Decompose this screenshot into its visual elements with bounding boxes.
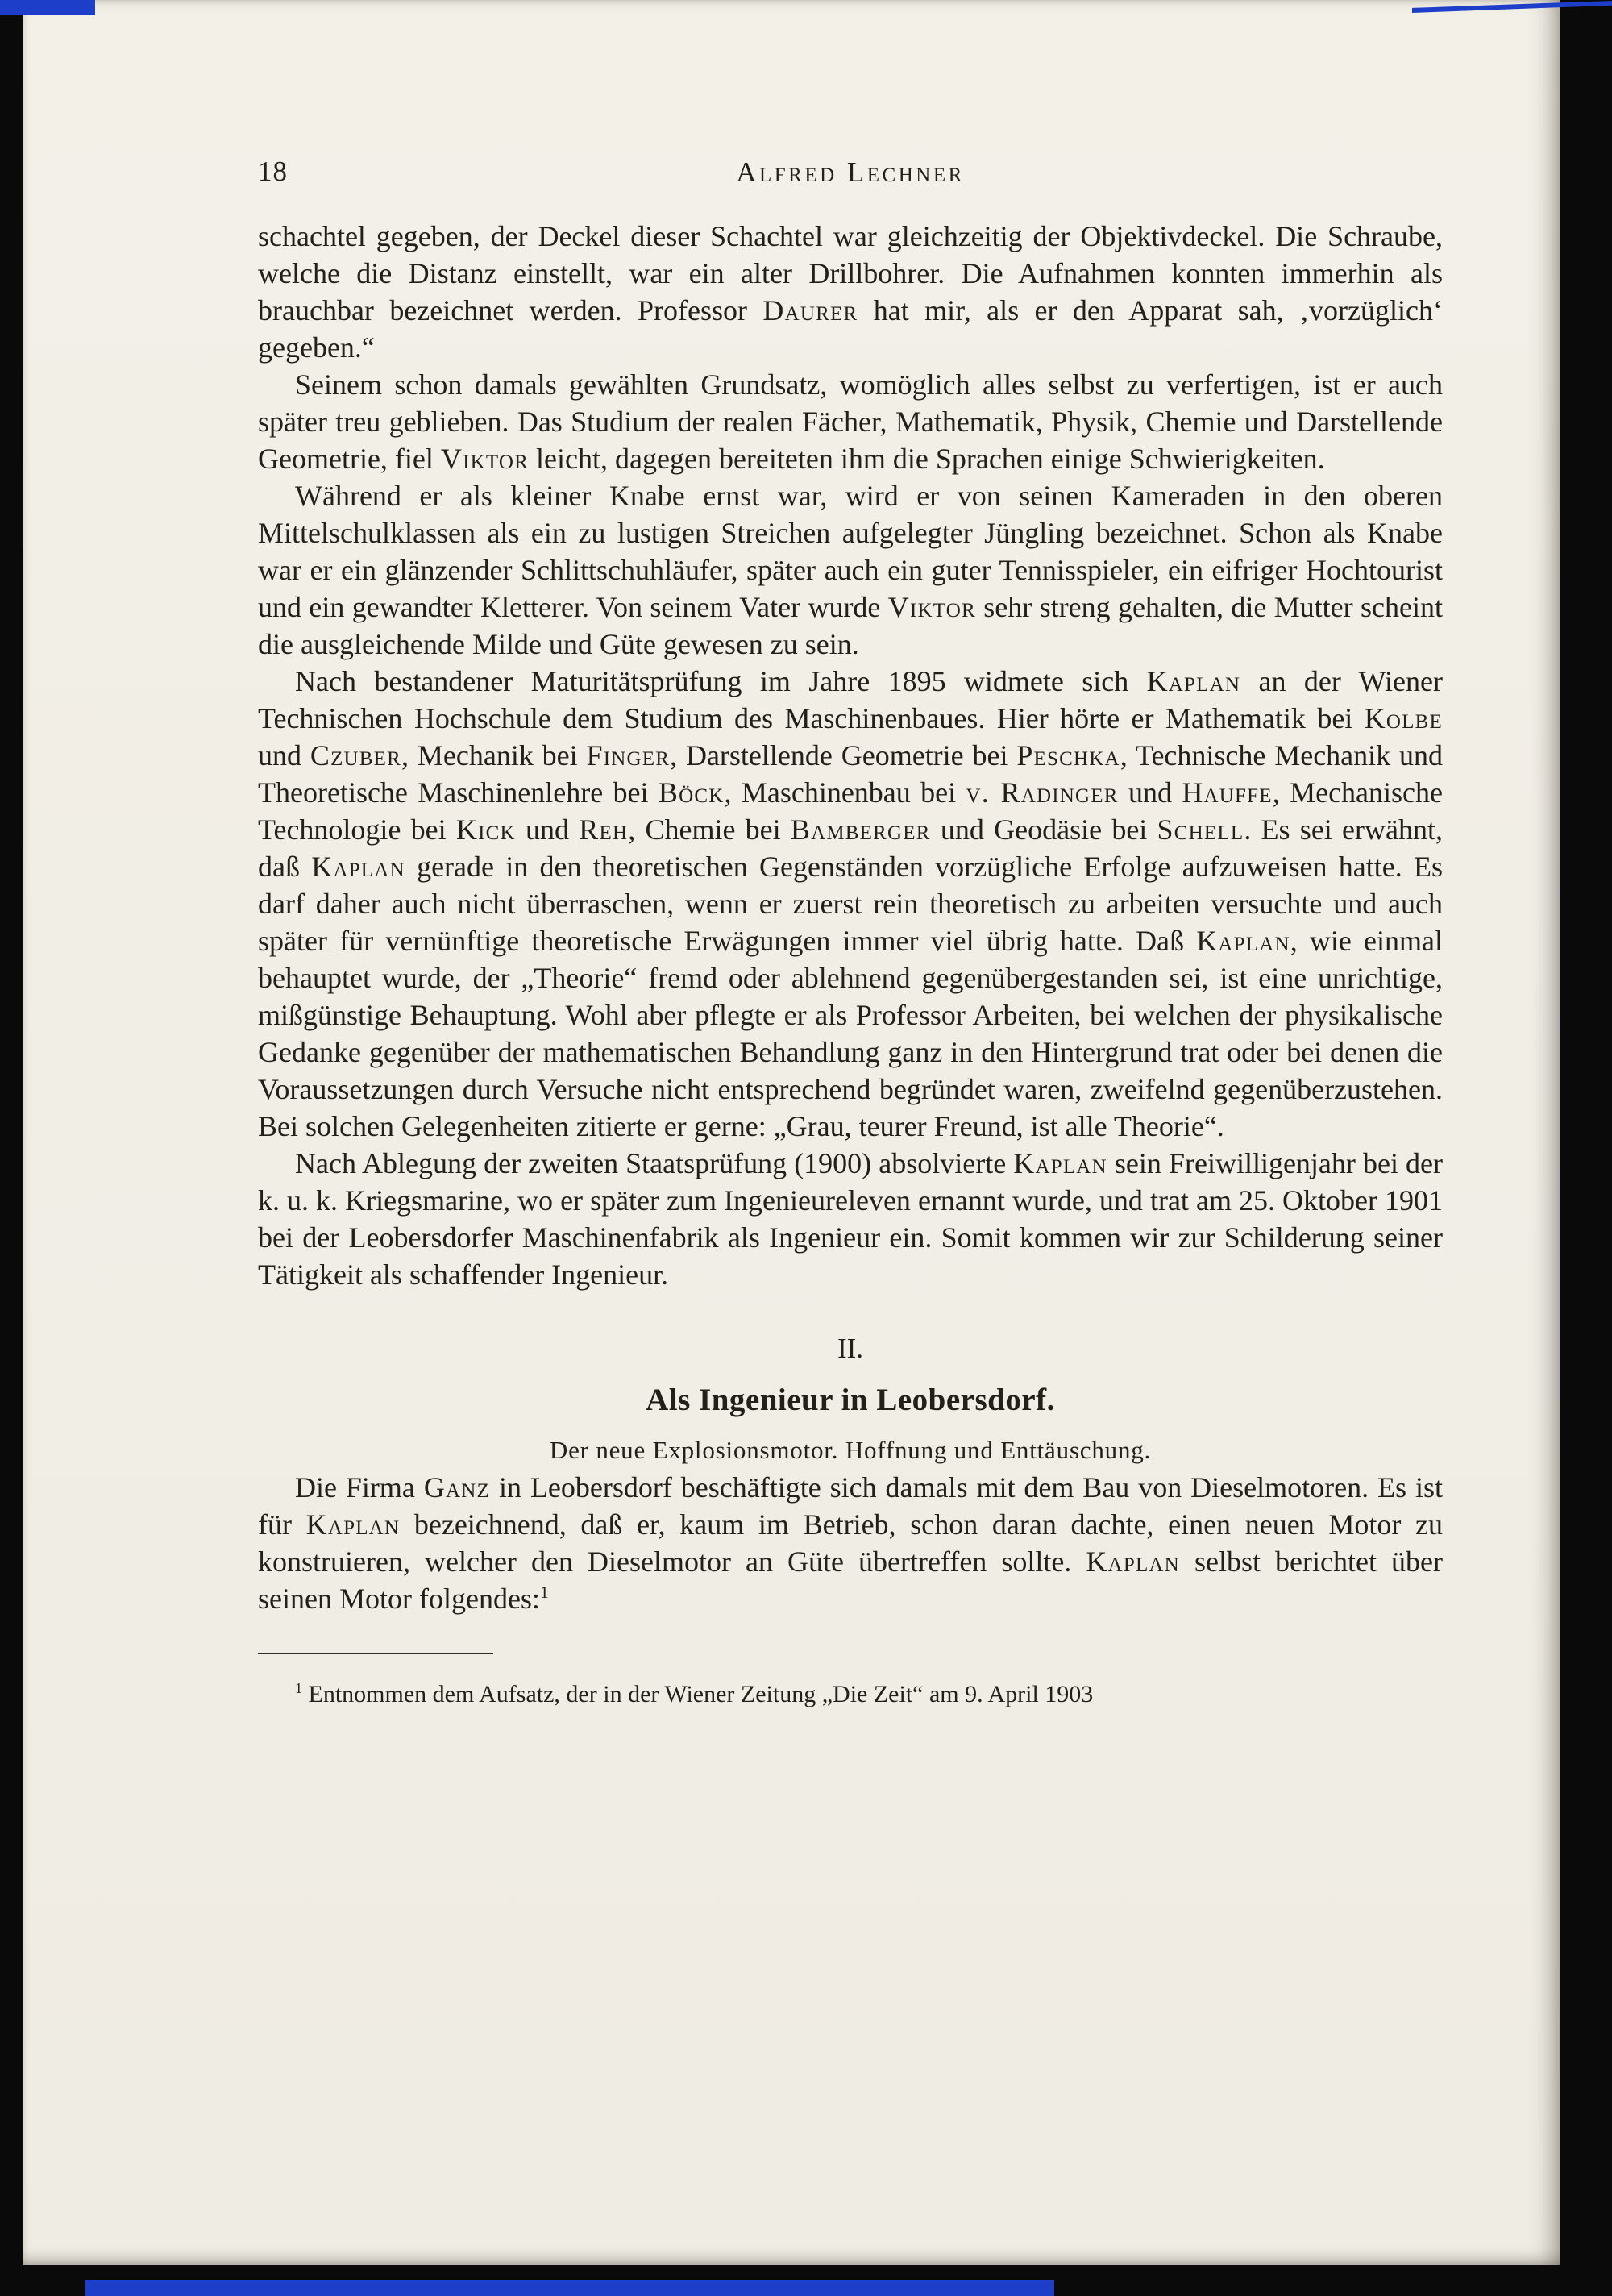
- book-page: [23, 0, 1560, 2265]
- footnote-rule: [258, 1653, 493, 1654]
- blue-scan-bar-top-left: [0, 0, 95, 15]
- section-subtitle: Der neue Explosionsmotor. Hoffnung und Enttäuschung.: [549, 1436, 1152, 1464]
- paragraph: Nach bestandener Maturitätsprüfung im Jahre 1895 widmete sich Kaplan an der Wiener Technischen Hochschule dem Studium des Maschinenbaues. Hier hörte er Mathematik bei Kolbe und Czuber, Mechanik bei Finger, Darstellende Geometrie bei Peschka, Technische Mechanik und Theoretische Maschinenlehre bei Böck, Maschinenbau bei v. Radinger und Hauffe, Mechanische Technologie bei Kick und Reh, Chemie bei Bamberger und Geodäsie bei Schell. Es sei erwähnt, daß Kaplan gerade in den theoretischen Gegenständen vorzügliche Erfolge aufzuweisen hatte. Es darf daher auch nicht überraschen, wenn er zuerst rein theoretisch zu arbeiten versuchte und auch später für vernünftige theoretische Erwägungen immer viel übrig hatte. Daß Kaplan, wie einmal behauptet wurde, der „Theorie“ fremd oder ablehnend gegenübergestanden sei, ist eine unrichtige, mißgünstige Behauptung. Wohl aber pflegte er als Professor Arbeiten, bei welchen der physikalische Gedanke gegenüber der mathematischen Behandlung ganz in den Hintergrund trat oder bei denen die Voraussetzungen durch Versuche nicht entsprechend begründet waren, zweifelnd gegenüberzustehen. Bei solchen Gelegenheiten zitierte er gerne: „Grau, teurer Freund, ist alle Theorie“.: [258, 665, 1444, 1142]
- footnote: [258, 1653, 1443, 1711]
- blue-scan-strip-bottom: [85, 2280, 1054, 2296]
- page-header: [258, 153, 1443, 190]
- paragraph: Seinem schon damals gewählten Grundsatz, womöglich alles selbst zu verfertigen, ist er auch später treu geblieben. Das Studium der realen Fächer, Mathematik, Physik, Chemie und Darstellende Geometrie, fiel Viktor leicht, dagegen bereiteten ihm die Sprachen einige Schwierigkeiten.: [258, 368, 1443, 475]
- section-title: Als Ingenieur in Leobersdorf.: [646, 1383, 1055, 1417]
- paragraph: schachtel gegeben, der Deckel dieser Schachtel war gleichzeitig der Objektivdeckel. Die Schraube, welche die Distanz einstellt, war ein alter Drillbohrer. Die Aufnahmen konnten immerhin als brauchbar bezeichnet werden. Professor Daurer hat mir, als er den Apparat sah, ‚vorzüglich‘ gegeben.“: [258, 220, 1443, 364]
- paragraph: Während er als kleiner Knabe ernst war, wird er von seinen Kameraden in den oberen Mittelschulklassen als ein zu lustigen Streichen aufgelegter Jüngling bezeichnet. Schon als Knabe war er ein glänzender Schlittschuhläufer, später auch ein guter Tennisspieler, ein eifriger Hochtourist und ein gewandter Kletterer. Von seinem Vater wurde Viktor sehr streng gehalten, die Mutter scheint die ausgleichende Milde und Güte gewesen zu sein.: [258, 480, 1443, 660]
- paragraph: Die Firma Ganz in Leobersdorf beschäftigte sich damals mit dem Bau von Dieselmotoren. Es ist für Kaplan bezeichnend, daß er, kaum im Betrieb, schon daran dachte, einen neuen Motor zu konstruieren, welcher den Dieselmotor an Güte übertreffen sollte. Kaplan selbst berichtet über seinen Motor folgendes:$^1$: [258, 1471, 1444, 1615]
- page-number: 18: [258, 156, 288, 187]
- paragraph: Nach Ablegung der zweiten Staatsprüfung (1900) absolvierte Kaplan sein Freiwilligenjahr bei der k. u. k. Kriegsmarine, wo er später zum Ingenieureleven ernannt wurde, und trat am 25. Oktober 1901 bei der Leobersdorfer Maschinenfabrik als Ingenieur ein. Somit kommen wir zur Schilderung seiner Tätigkeit als schaffender Ingenieur.: [258, 1147, 1443, 1291]
- footnote-text: $^1$ Entnommen dem Aufsatz, der in der Wiener Zeitung „Die Zeit“ am 9. April 1903: [295, 1680, 1094, 1707]
- running-header-title: Alfred Lechner: [736, 156, 965, 188]
- section-numeral: II.: [837, 1333, 864, 1364]
- text-block: [258, 153, 1443, 1735]
